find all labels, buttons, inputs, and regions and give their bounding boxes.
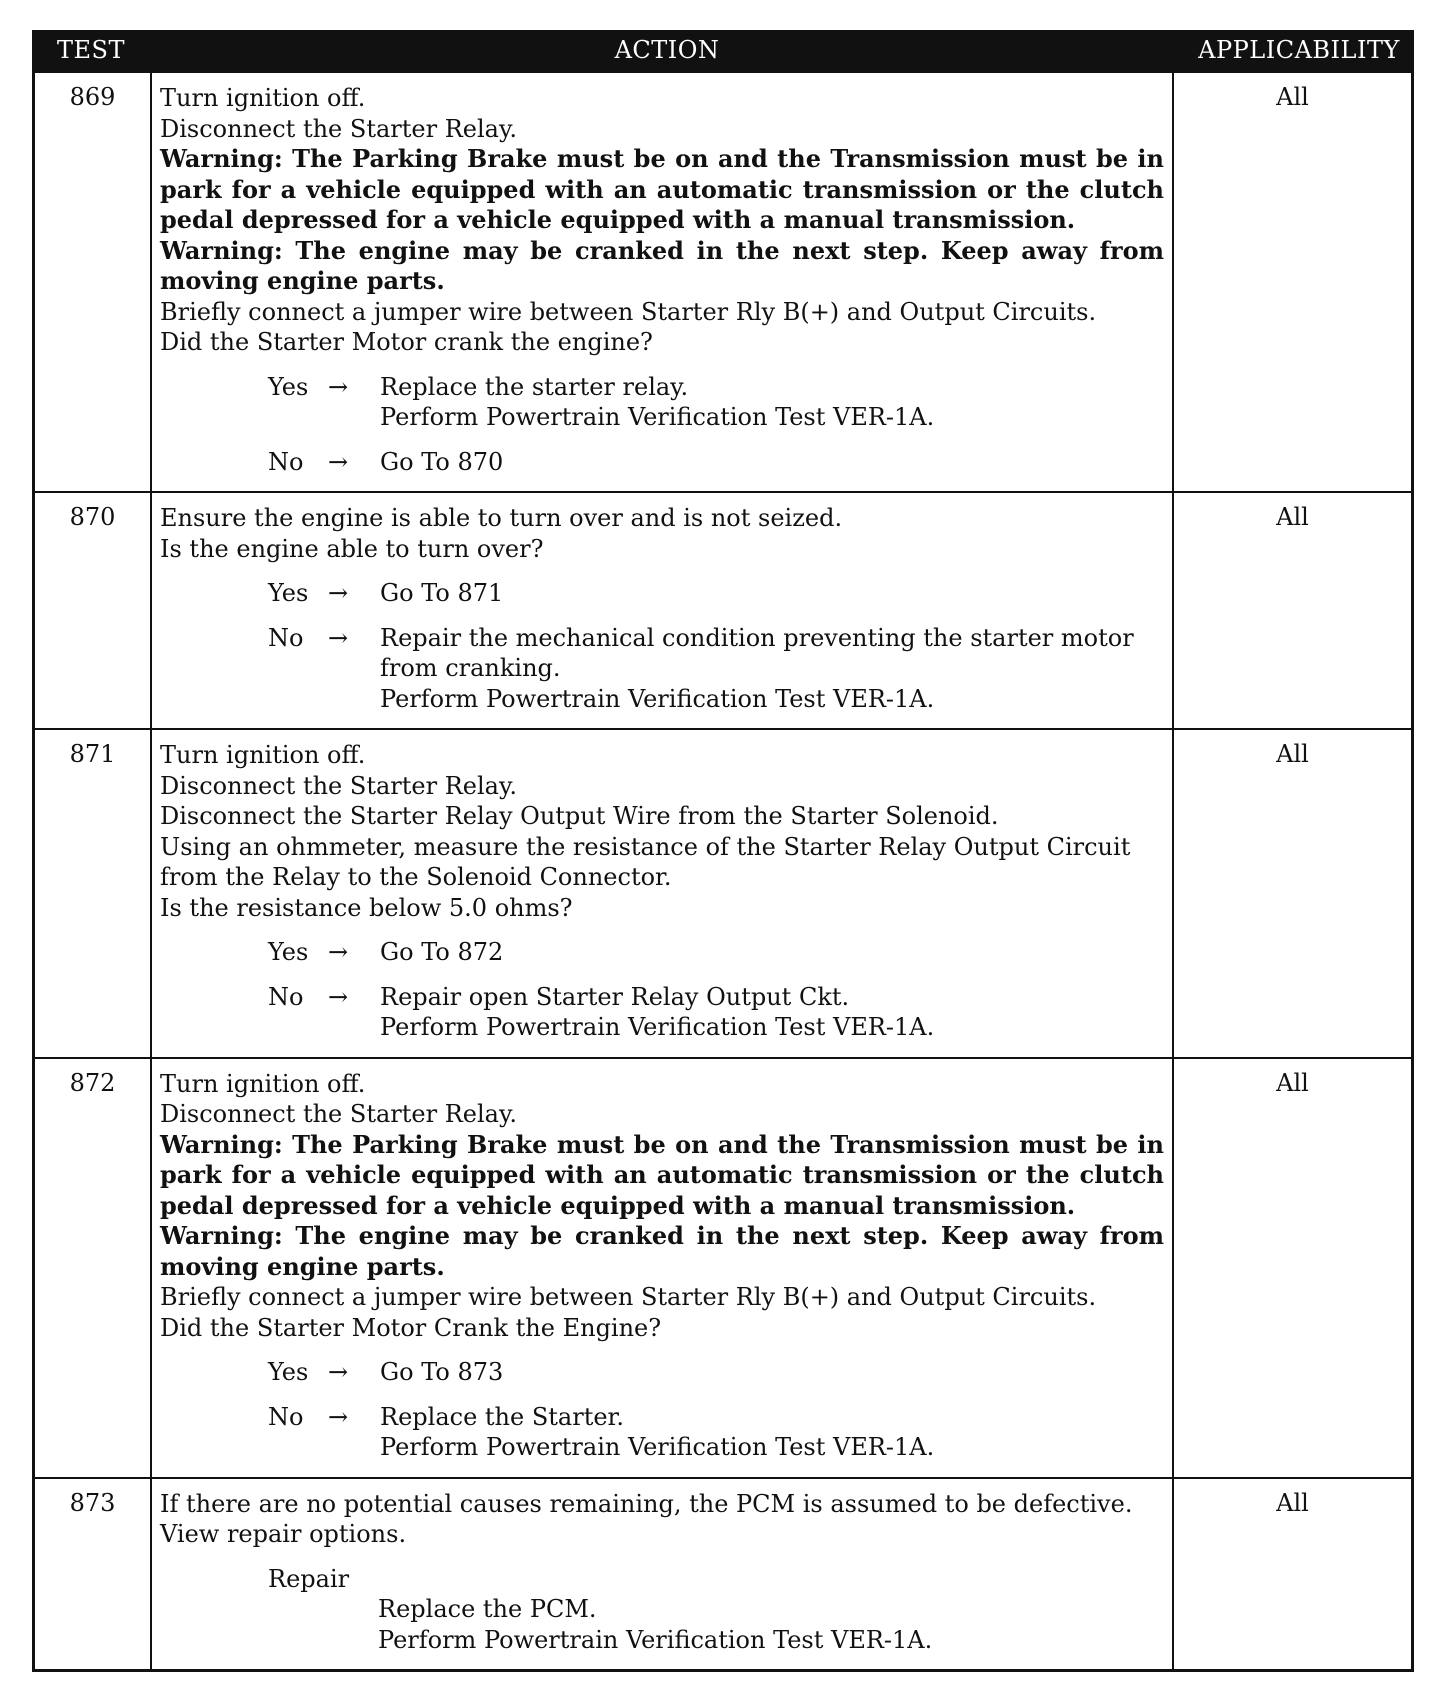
response-yes — [160, 1357, 1164, 1388]
response-yes — [160, 578, 1164, 609]
applicability-value: All — [1276, 83, 1309, 111]
response-label: Yes — [268, 938, 309, 966]
response-label: No — [268, 982, 304, 1011]
response-no — [160, 1402, 1164, 1463]
test-number: 873 — [69, 1488, 116, 1517]
table-row — [35, 1057, 1411, 1477]
response-text — [380, 623, 1164, 715]
instruction-line: Briefly connect a jumper wire between Starter Rly B(+) and Output Circuits. — [160, 297, 1097, 326]
action-cell — [150, 1479, 1174, 1670]
repair-text — [378, 1594, 1164, 1655]
response-label: Yes — [268, 579, 309, 607]
response-line: Repair the mechanical condition preventing the starter motor from cranking. — [380, 623, 1134, 682]
response-line: Perform Powertrain Verification Test VER-1A. — [380, 403, 935, 431]
instruction-line: Disconnect the Starter Relay Output Wire from the Starter Solenoid. — [160, 802, 999, 830]
instruction-line: Turn ignition off. — [160, 84, 366, 112]
arrow-icon: → — [328, 1402, 349, 1431]
arrow-icon: → — [328, 623, 349, 652]
response-yes — [160, 372, 1164, 433]
table-row — [35, 70, 1411, 491]
applicability-value: All — [1276, 740, 1309, 768]
warning-text: Warning: The engine may be cranked in the next step. Keep away from moving engine parts. — [160, 1221, 1164, 1281]
instruction-line: Ensure the engine is able to turn over and is not seized. — [160, 504, 843, 532]
repair-label: Repair — [268, 1564, 350, 1593]
applicability-value: All — [1276, 1488, 1309, 1517]
header-action: ACTION — [614, 36, 720, 64]
repair-line: Replace the PCM. — [378, 1595, 597, 1623]
response-text — [380, 447, 1164, 478]
warning-text: Warning: The engine may be cranked in the next step. Keep away from moving engine parts. — [160, 235, 1164, 295]
table-body — [32, 70, 1414, 1672]
response-line: Go To 872 — [380, 938, 504, 966]
response-line: Perform Powertrain Verification Test VER-1A. — [380, 684, 935, 713]
test-number: 870 — [69, 503, 116, 531]
repair-line: Perform Powertrain Verification Test VER-1A. — [378, 1625, 933, 1654]
instruction-line: Turn ignition off. — [160, 1069, 366, 1098]
table-row — [35, 728, 1411, 1057]
table-header — [32, 30, 1414, 70]
response-label: No — [268, 623, 304, 652]
response-label: Yes — [268, 372, 309, 401]
response-label: No — [268, 1402, 304, 1431]
response-text — [380, 1402, 1164, 1463]
response-text — [380, 937, 1164, 968]
response-line: Go To 871 — [380, 579, 504, 607]
action-cell — [150, 73, 1174, 491]
test-number: 869 — [69, 83, 116, 111]
applicability-value: All — [1276, 503, 1309, 531]
table-row — [35, 1477, 1411, 1670]
response-text — [380, 372, 1164, 433]
arrow-icon: → — [328, 982, 349, 1011]
instruction-line: Did the Starter Motor crank the engine? — [160, 328, 653, 356]
response-line: Replace the starter relay. — [380, 372, 689, 401]
instruction-line: Did the Starter Motor Crank the Engine? — [160, 1313, 662, 1342]
arrow-icon: → — [328, 372, 349, 401]
header-applicability: APPLICABILITY — [1198, 36, 1400, 64]
response-text — [380, 578, 1164, 609]
test-number: 872 — [69, 1068, 116, 1097]
action-cell — [150, 1059, 1174, 1477]
response-line: Replace the Starter. — [380, 1402, 625, 1431]
response-yes — [160, 937, 1164, 968]
instruction-line: Briefly connect a jumper wire between Starter Rly B(+) and Output Circuits. — [160, 1283, 1097, 1311]
arrow-icon: → — [328, 1358, 349, 1386]
table-row — [35, 491, 1411, 728]
instruction-line: Turn ignition off. — [160, 741, 366, 769]
diagnostic-table — [32, 30, 1414, 1672]
instruction-line: Is the resistance below 5.0 ohms? — [160, 893, 573, 922]
action-cell — [150, 493, 1174, 728]
arrow-icon: → — [328, 579, 349, 607]
header-test: TEST — [57, 36, 125, 64]
arrow-icon: → — [328, 447, 349, 476]
instruction-line: Using an ohmmeter, measure the resistance of the Starter Relay Output Circuit from the Relay to the Solenoid Connector. — [160, 832, 1131, 891]
instruction-line: View repair options. — [160, 1520, 407, 1548]
response-no — [160, 447, 1164, 478]
warning-text: Warning: The Parking Brake must be on and the Transmission must be in park for a vehicle equipped with an automatic transmission or the clutch pedal depressed for a vehicle equipped with a manual transmission. — [160, 144, 1164, 234]
instruction-line: Is the engine able to turn over? — [160, 534, 544, 563]
warning-text: Warning: The Parking Brake must be on and the Transmission must be in park for a vehicle equipped with an automatic transmission or the clutch pedal depressed for a vehicle equipped with a manual transmission. — [160, 1129, 1164, 1220]
response-text — [380, 1357, 1164, 1388]
response-text — [380, 982, 1164, 1043]
response-line: Perform Powertrain Verification Test VER-1A. — [380, 1013, 935, 1041]
response-line: Perform Powertrain Verification Test VER-1A. — [380, 1433, 935, 1461]
response-label: Yes — [268, 1358, 309, 1386]
response-line: Go To 873 — [380, 1358, 504, 1386]
instruction-line: Disconnect the Starter Relay. — [160, 114, 517, 143]
arrow-icon: → — [328, 938, 349, 966]
instruction-line: Disconnect the Starter Relay. — [160, 1100, 517, 1128]
action-cell — [150, 730, 1174, 1057]
test-number: 871 — [69, 740, 116, 768]
response-no — [160, 623, 1164, 715]
applicability-value: All — [1276, 1068, 1309, 1097]
instruction-line: Disconnect the Starter Relay. — [160, 771, 517, 800]
response-line: Go To 870 — [380, 447, 504, 476]
response-label: No — [268, 447, 304, 476]
instruction-line: If there are no potential causes remaining, the PCM is assumed to be defective. — [160, 1489, 1133, 1518]
response-no — [160, 982, 1164, 1043]
response-line: Repair open Starter Relay Output Ckt. — [380, 982, 850, 1011]
